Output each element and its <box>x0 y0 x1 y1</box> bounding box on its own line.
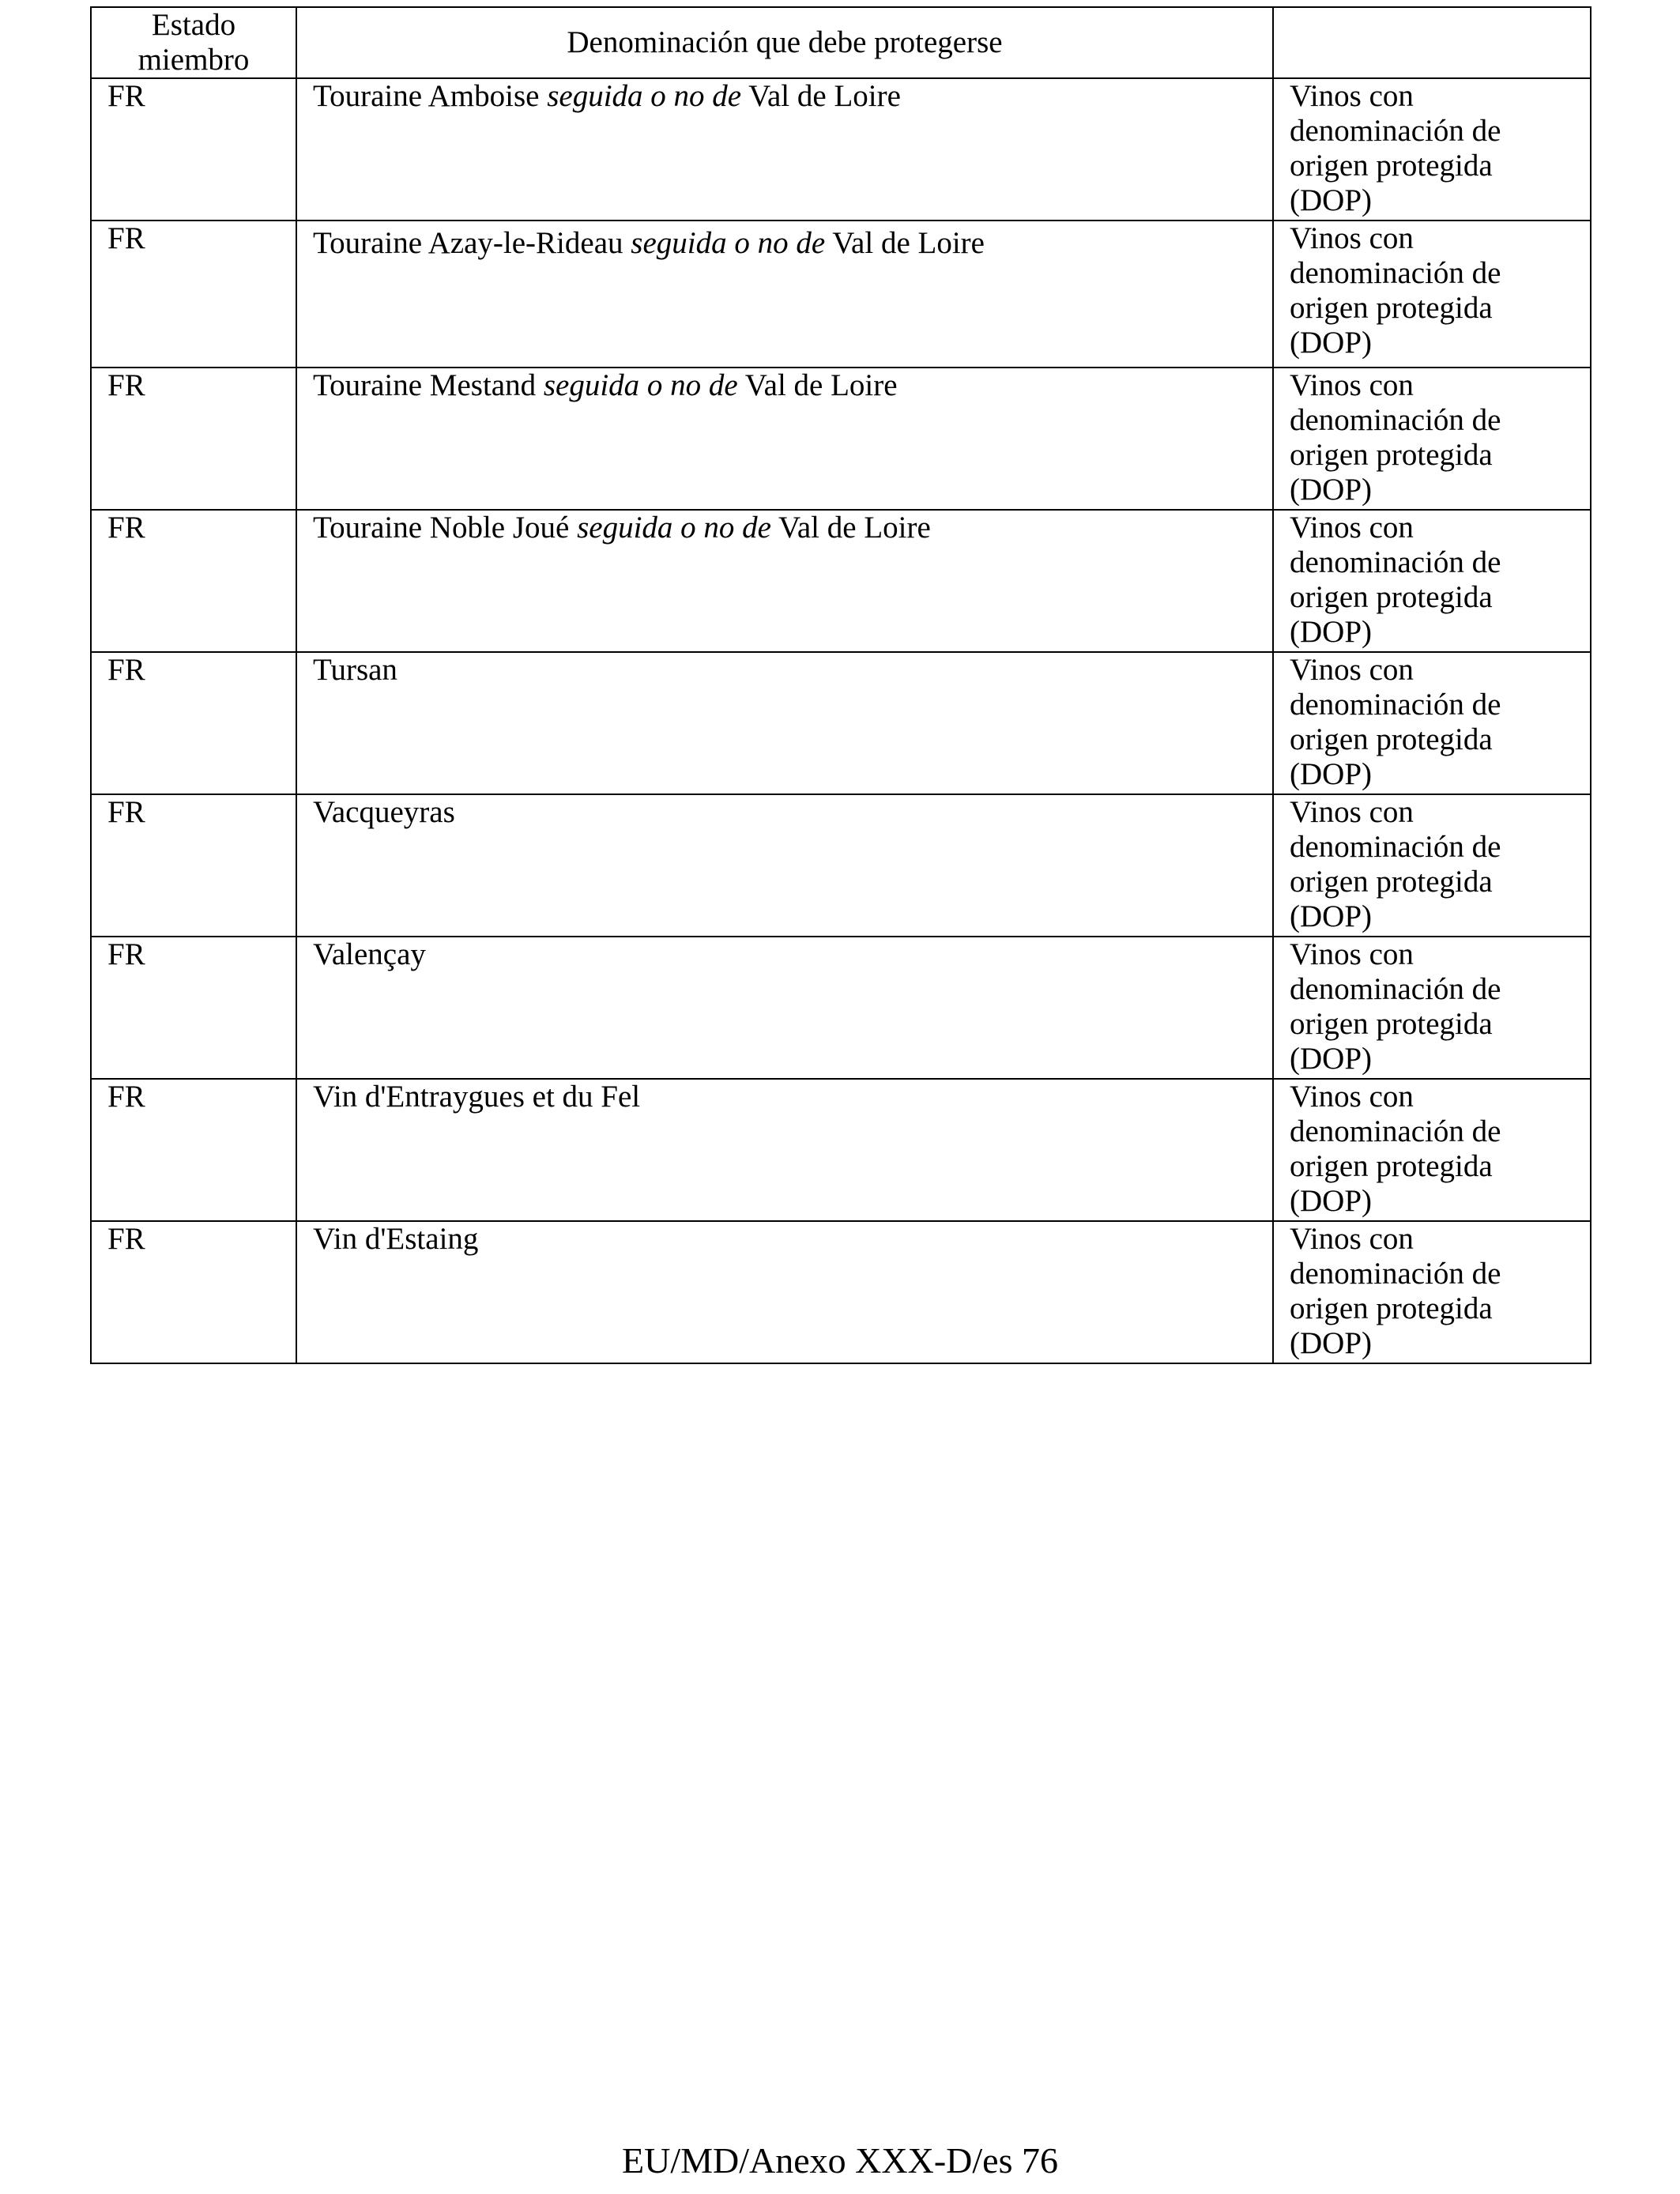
denomination-cell: Tursan <box>296 652 1273 794</box>
member-state-cell: FR <box>91 1221 296 1363</box>
denomination-name: Touraine Mestand <box>313 368 537 402</box>
table-row <box>91 368 1591 510</box>
denomination-name: Touraine Amboise <box>313 79 540 113</box>
table-row <box>91 652 1591 794</box>
table-row <box>91 794 1591 937</box>
category-cell: Vinos con denominación de origen protegida (DOP) <box>1273 368 1591 510</box>
denomination-cell: Vacqueyras <box>296 794 1273 937</box>
denomination-cell: Vin d'Entraygues et du Fel <box>296 1079 1273 1221</box>
header-denomination: Denominación que debe protegerse <box>296 7 1273 78</box>
denomination-cell <box>296 78 1273 221</box>
category-cell: Vinos con denominación de origen protegida (DOP) <box>1273 221 1591 368</box>
header-member-state: Estado miembro <box>91 7 296 78</box>
member-state-cell: FR <box>91 794 296 937</box>
member-state-cell: FR <box>91 510 296 652</box>
denomination-cell <box>296 221 1273 368</box>
header-category <box>1273 7 1591 78</box>
member-state-cell: FR <box>91 78 296 221</box>
denomination-cell <box>296 368 1273 510</box>
table-row <box>91 510 1591 652</box>
page-footer-reference: EU/MD/Anexo XXX-D/es 76 <box>622 2140 1058 2181</box>
category-cell: Vinos con denominación de origen protegida (DOP) <box>1273 1079 1591 1221</box>
category-cell: Vinos con denominación de origen protegida (DOP) <box>1273 937 1591 1079</box>
table-row <box>91 221 1591 368</box>
category-cell: Vinos con denominación de origen protegida (DOP) <box>1273 78 1591 221</box>
denomination-suffix: Val de Loire <box>778 511 931 545</box>
denomination-name: Touraine Noble Joué <box>313 511 570 545</box>
denomination-cell: Vin d'Estaing <box>296 1221 1273 1363</box>
denomination-suffix: Val de Loire <box>832 226 985 260</box>
denomination-qualifier: seguida o no de <box>577 511 771 545</box>
denomination-name: Touraine Azay-le-Rideau <box>313 226 623 260</box>
member-state-cell: FR <box>91 937 296 1079</box>
category-cell: Vinos con denominación de origen protegida (DOP) <box>1273 1221 1591 1363</box>
category-cell: Vinos con denominación de origen protegida (DOP) <box>1273 652 1591 794</box>
table-header-row <box>91 7 1591 78</box>
denomination-qualifier: seguida o no de <box>543 368 738 402</box>
member-state-cell: FR <box>91 652 296 794</box>
denomination-qualifier: seguida o no de <box>631 226 826 260</box>
denomination-suffix: Val de Loire <box>748 79 901 113</box>
table-row <box>91 1079 1591 1221</box>
member-state-cell: FR <box>91 1079 296 1221</box>
member-state-cell: FR <box>91 368 296 510</box>
category-cell: Vinos con denominación de origen protegida (DOP) <box>1273 510 1591 652</box>
denomination-qualifier: seguida o no de <box>547 79 742 113</box>
denomination-suffix: Val de Loire <box>744 368 898 402</box>
denomination-cell <box>296 510 1273 652</box>
table-row <box>91 937 1591 1079</box>
member-state-cell: FR <box>91 221 296 368</box>
table-row <box>91 78 1591 221</box>
denominations-table <box>90 6 1591 1364</box>
table-row <box>91 1221 1591 1363</box>
category-cell: Vinos con denominación de origen protegida (DOP) <box>1273 794 1591 937</box>
denomination-cell: Valençay <box>296 937 1273 1079</box>
